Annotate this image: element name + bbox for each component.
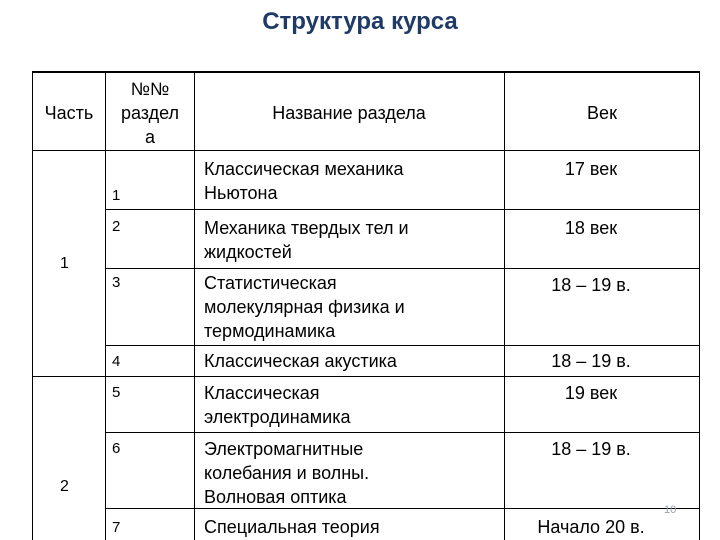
section-name-line: Механика твердых тел и [204,218,409,238]
header-bottom-border [32,150,700,151]
section-name-line: Специальная теория [204,517,380,537]
row-separator [105,209,700,210]
section-number: 4 [112,353,121,370]
section-name-line: Классическая механика [204,159,404,179]
row-separator [105,345,700,346]
section-number: 5 [112,384,121,401]
section-century: 18 – 19 в. [551,275,631,295]
section-century: Начало 20 в. [537,517,645,537]
section-name [204,515,474,539]
section-name-line: Классическая акустика [204,351,397,371]
table-right-border [699,71,700,540]
header-century: Век [587,103,617,123]
section-number: 3 [112,274,121,291]
section-name [204,437,474,509]
table-top-border [32,71,700,73]
part-number: 1 [60,255,69,272]
section-number: 2 [112,218,121,235]
section-name [204,349,474,373]
section-name [204,381,474,429]
section-century: 19 век [564,383,618,403]
section-name-line: электродинамика [204,407,351,427]
section-number: 6 [112,440,121,457]
section-name-line: молекулярная физика и [204,297,405,317]
section-number: 1 [112,187,121,204]
section-century: 18 век [564,218,618,238]
column-divider-3 [504,71,505,540]
section-name-line: Ньютона [204,183,278,203]
part-divider [32,376,700,377]
table-left-border [32,71,33,540]
section-number: 7 [112,519,121,536]
header-section-number-line: раздел [120,103,180,123]
header-section-number [105,77,195,149]
section-name [204,271,474,343]
header-part: Часть [44,103,94,123]
section-name-line: Электромагнитные [204,439,364,459]
row-separator [105,268,700,269]
page-number: 10 [664,504,677,516]
row-separator [105,432,700,433]
section-century: 18 – 19 в. [551,439,631,459]
header-section-number-line: №№ [130,79,170,99]
section-name [204,216,474,264]
section-name-line: термодинамика [204,321,336,341]
section-century: 18 – 19 в. [551,351,631,371]
section-name-line: Статистическая [204,273,337,293]
header-section-name: Название раздела [272,103,426,123]
section-name-line: Волновая оптика [204,487,347,507]
page-title: Структура курса [262,8,458,35]
section-name [204,157,474,205]
section-century: 17 век [564,159,618,179]
section-name-line: Классическая [204,383,320,403]
part-number: 2 [60,478,69,495]
header-section-number-line: а [144,127,155,147]
section-name-line: колебания и волны. [204,463,370,483]
section-name-line: жидкостей [204,242,292,262]
